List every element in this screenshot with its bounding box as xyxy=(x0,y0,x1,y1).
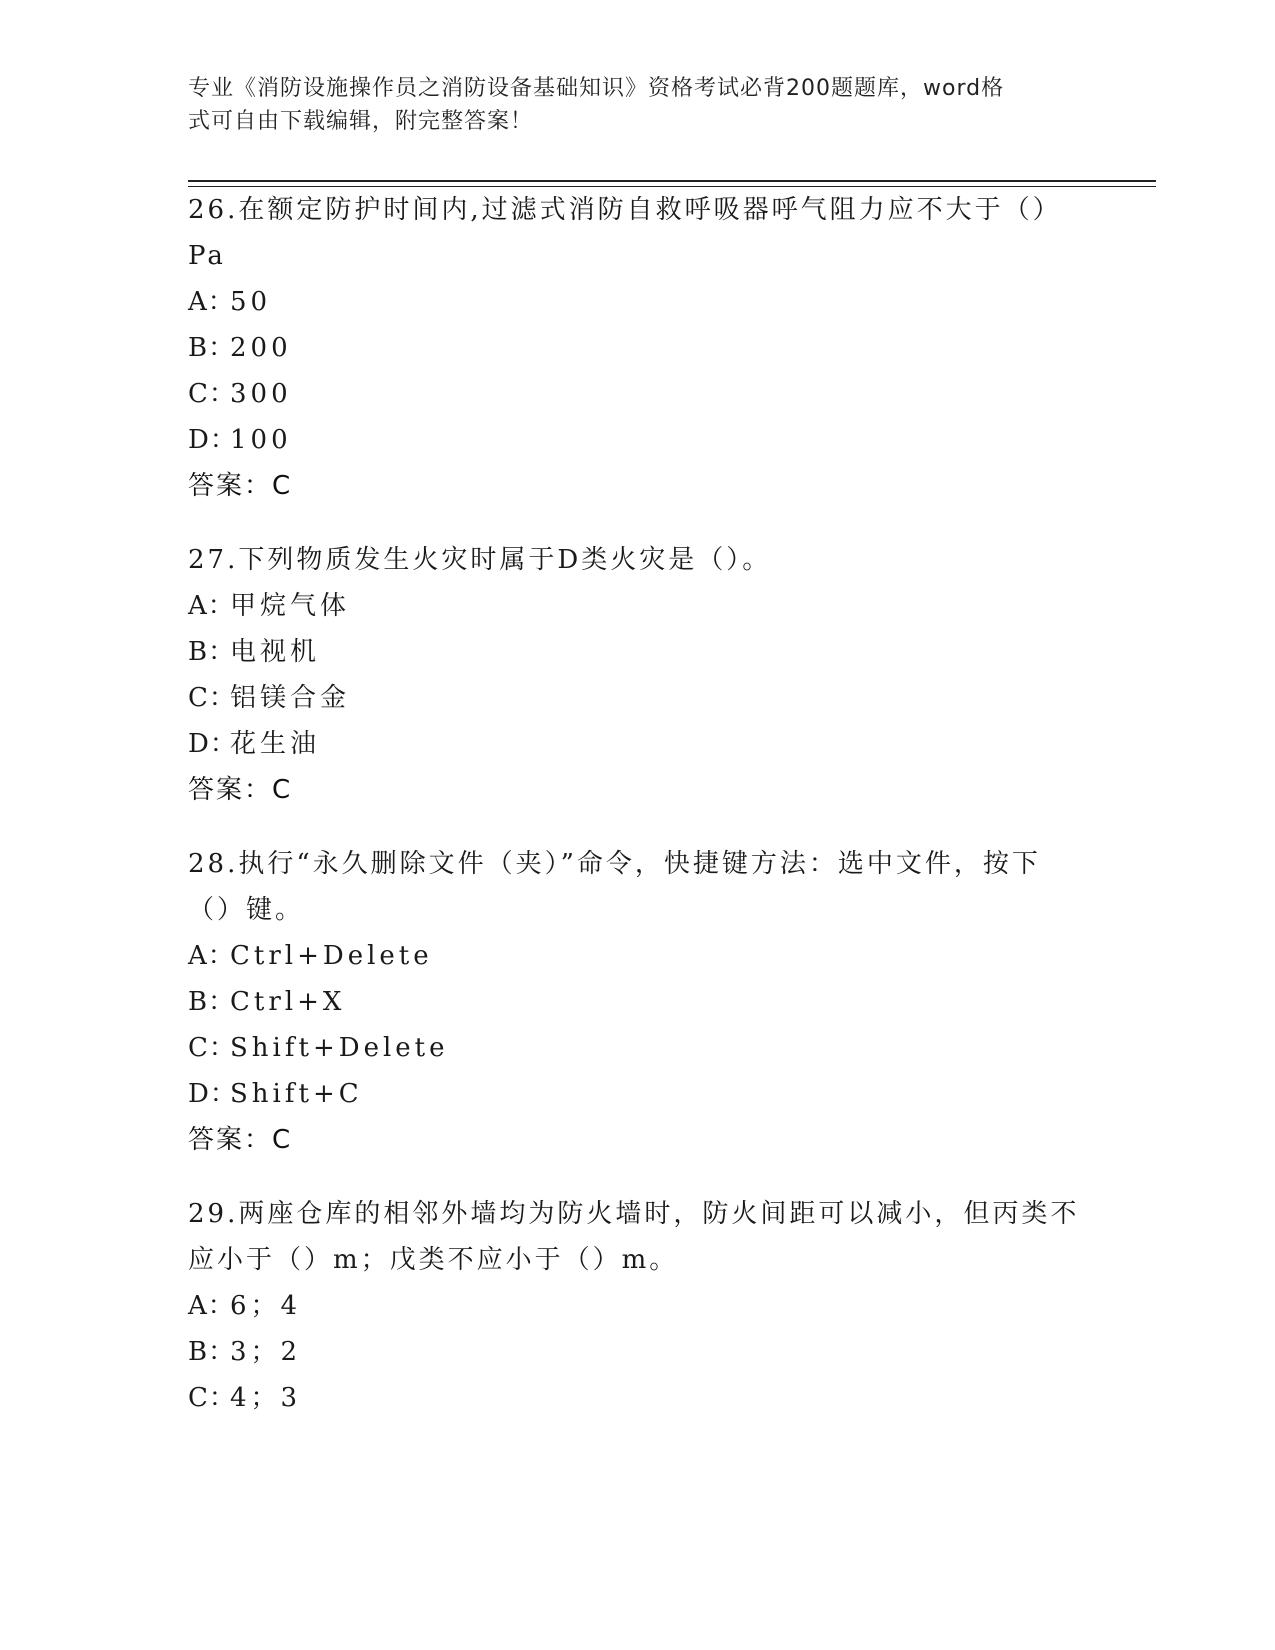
option-text: 铝镁合金 xyxy=(230,683,351,713)
header-line-2: 式可自由下载编辑，附完整答案！ xyxy=(188,109,534,134)
question-stem-line: 27.下列物质发生火灾时属于D类火灾是（）。 xyxy=(188,545,772,575)
option-key: B： xyxy=(188,333,236,363)
option-text: 电视机 xyxy=(230,637,321,667)
option-key: A： xyxy=(188,591,235,621)
question-26 xyxy=(188,187,1088,509)
question-stem-line: Pa xyxy=(188,241,226,271)
option-d xyxy=(188,721,1088,767)
option-c xyxy=(188,1025,1088,1071)
option-a xyxy=(188,1283,1088,1329)
option-text: 甲烷气体 xyxy=(230,591,351,621)
answer-text: 答案：C xyxy=(188,775,293,805)
option-b xyxy=(188,629,1088,675)
option-d xyxy=(188,1071,1088,1117)
option-key: A： xyxy=(188,1291,235,1321)
option-text: 300 xyxy=(230,379,292,409)
option-a xyxy=(188,583,1088,629)
option-key: C： xyxy=(188,1383,236,1413)
option-b xyxy=(188,1329,1088,1375)
option-text: Ctrl+Delete xyxy=(230,941,433,971)
question-stem-line: 26.在额定防护时间内,过滤式消防自救呼吸器呼气阻力应不大于（） xyxy=(188,195,1062,225)
option-text: 100 xyxy=(230,425,292,455)
option-key: D： xyxy=(188,425,237,455)
question-28 xyxy=(188,841,1088,1163)
answer-text: 答案：C xyxy=(188,1125,293,1155)
option-key: A： xyxy=(188,287,235,317)
option-text: 200 xyxy=(230,333,292,363)
answer-text: 答案：C xyxy=(188,471,293,501)
option-key: C： xyxy=(188,1033,236,1063)
question-stem-line: （）键。 xyxy=(188,895,305,925)
question-stem-line: 应小于（）m；戊类不应小于（）m。 xyxy=(188,1245,679,1275)
option-a xyxy=(188,279,1088,325)
option-d xyxy=(188,417,1088,463)
option-text: Ctrl+X xyxy=(230,987,346,1017)
header-divider-thick xyxy=(188,180,1156,182)
question-27 xyxy=(188,537,1088,813)
option-key: D： xyxy=(188,1079,237,1109)
option-text: 4；3 xyxy=(230,1383,302,1413)
option-key: C： xyxy=(188,379,236,409)
option-text: 花生油 xyxy=(230,729,321,759)
option-text: 3；2 xyxy=(230,1337,302,1367)
option-text: Shift+C xyxy=(230,1079,363,1109)
option-key: D： xyxy=(188,729,237,759)
question-stem-line: 29.两座仓库的相邻外墙均为防火墙时，防火间距可以减小，但丙类不 xyxy=(188,1199,1080,1229)
option-b xyxy=(188,979,1088,1025)
option-key: B： xyxy=(188,987,236,1017)
option-b xyxy=(188,325,1088,371)
option-text: Shift+Delete xyxy=(230,1033,449,1063)
header-line-1: 专业《消防设施操作员之消防设备基础知识》资格考试必背200题题库，word格 xyxy=(188,76,1005,101)
option-key: B： xyxy=(188,637,236,667)
option-c xyxy=(188,371,1088,417)
option-a xyxy=(188,933,1088,979)
option-c xyxy=(188,1375,1088,1421)
option-key: B： xyxy=(188,1337,236,1367)
option-key: C： xyxy=(188,683,236,713)
option-text: 6；4 xyxy=(230,1291,302,1321)
question-stem-line: 28.执行“永久删除文件（夹）”命令，快捷键方法：选中文件，按下 xyxy=(188,849,1041,879)
option-c xyxy=(188,675,1088,721)
option-text: 50 xyxy=(230,287,272,317)
question-29 xyxy=(188,1191,1088,1421)
option-key: A： xyxy=(188,941,235,971)
document-header xyxy=(188,72,1088,138)
